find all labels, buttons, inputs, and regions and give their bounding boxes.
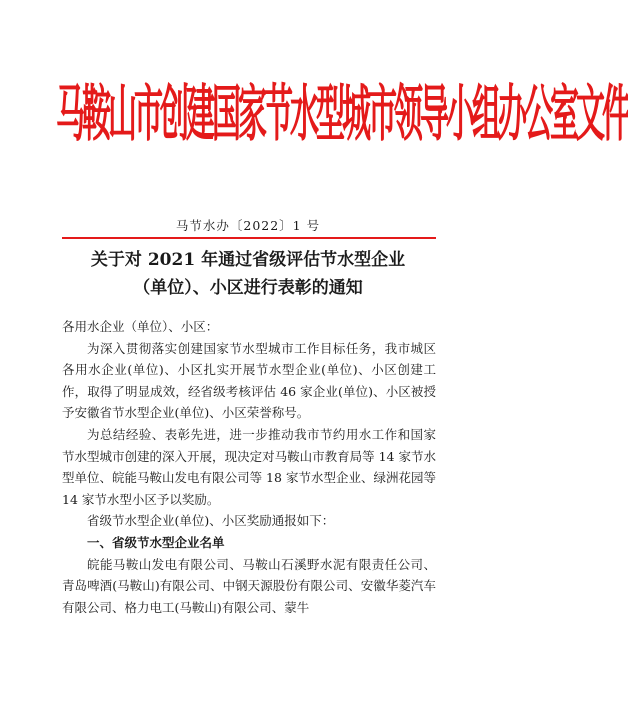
red-divider-line <box>62 237 436 239</box>
paragraph-decision: 为总结经验、表彰先进，进一步推动我市节约用水工作和国家节水型城市创建的深入开展，现决定对马鞍山市教育局等 14 家节水型单位、皖能马鞍山发电有限公司等 18 家节水型企业、绿洲花园等 14 家节水型小区予以奖励。 <box>62 426 436 507</box>
paragraph-background: 为深入贯彻落实创建国家节水型城市工作目标任务，我市城区各用水企业(单位)、小区扎实开展节水型企业(单位)、小区创建工作，取得了明显成效，经省级考核评估 46 家企业(单位)、小区被授予安徽省节水型企业(单位)、小区荣誉称号。 <box>62 340 436 421</box>
notice-body <box>62 316 436 618</box>
paragraph-announcement: 省级节水型企业(单位)、小区奖励通报如下： <box>87 513 335 529</box>
notice-title-line-2: （单位）、小区进行表彰的通知 <box>133 278 363 298</box>
issuing-office-header: 马鞍山市创建国家节水型城市领导小组办公室文件 <box>56 77 628 150</box>
salutation: 各用水企业（单位）、小区： <box>62 319 219 334</box>
enterprise-list: 皖能马鞍山发电有限公司、马鞍山石溪野水泥有限责任公司、青岛啤酒(马鞍山)有限公司、中钢天源股份有限公司、安徽华菱汽车有限公司、格力电工(马鞍山)有限公司、蒙牛 <box>62 556 436 615</box>
notice-title <box>40 246 456 302</box>
section-heading-enterprises: 一、省级节水型企业名单 <box>87 534 225 550</box>
document-number: 马节水办〔2022〕1 号 <box>175 218 321 233</box>
notice-title-line-1: 关于对 2021 年通过省级评估节水型企业 <box>90 250 406 270</box>
